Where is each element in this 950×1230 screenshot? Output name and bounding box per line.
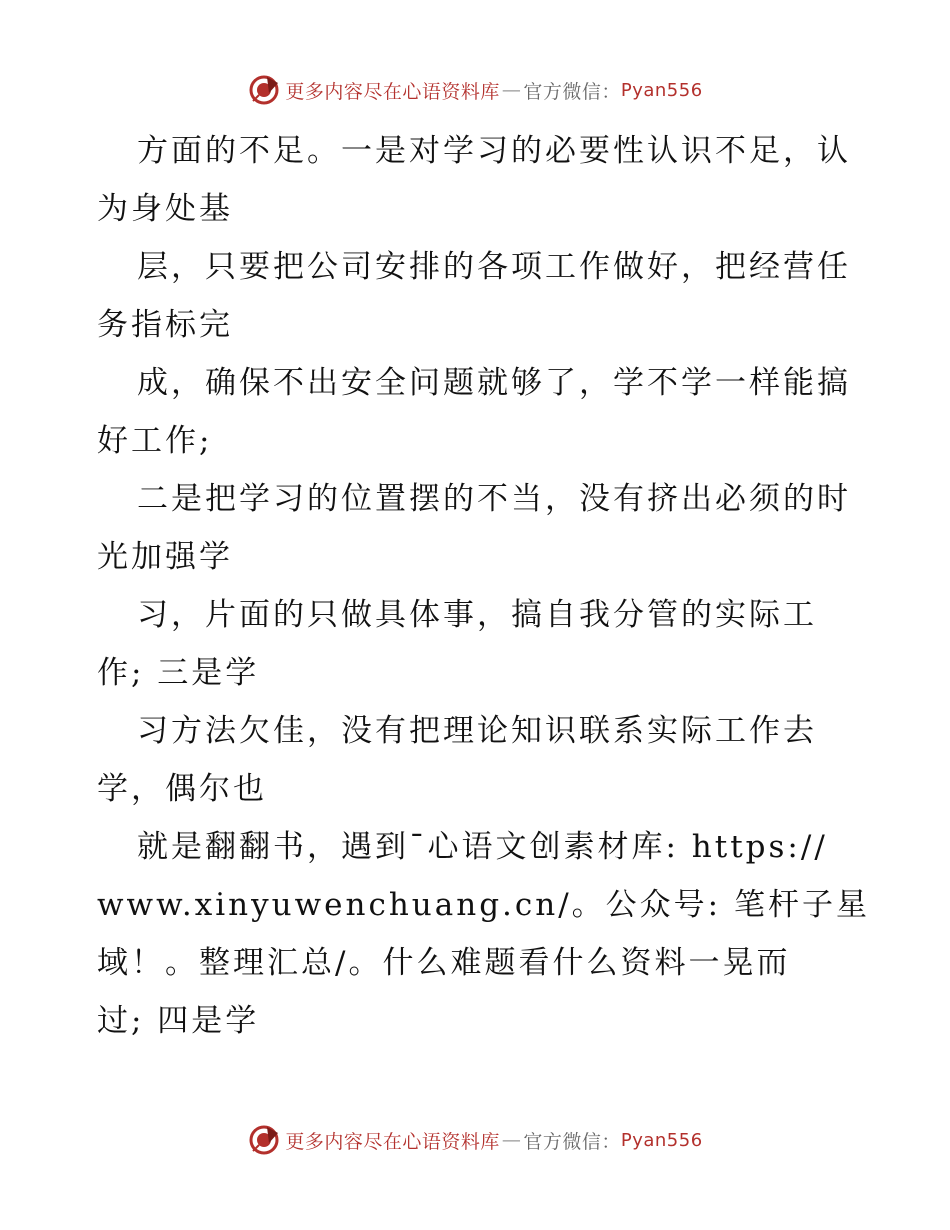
text-line: 层，只要把公司安排的各项工作做好，把经营任 [137,249,851,285]
text-line: 二是把学习的位置摆的不当，没有挤出必须的时 [137,481,851,517]
text-line: 学，偶尔也 [97,771,267,807]
text-line: 光加强学 [97,539,233,575]
text-line: 就是翻翻书，遇到¯心语文创素材库: https:// [137,829,828,865]
watermark-dash: — [501,79,522,101]
text-line: 作; 三是学 [97,655,260,691]
header-watermark [0,70,950,110]
watermark-wechat-id: Pyan556 [620,1129,703,1151]
footer-watermark [0,1120,950,1160]
watermark-wechat-label: 官方微信： [523,1130,621,1153]
pen-logo-icon [247,73,281,107]
text-line: 为身处基 [97,191,233,227]
text-line: 成，确保不出安全问题就够了，学不学一样能搞 [137,365,851,401]
document-body [97,122,870,1050]
text-line: 过; 四是学 [97,1003,260,1039]
watermark-brand: 更多内容尽在心语资料库 [285,1130,500,1153]
text-line: 习，片面的只做具体事，搞自我分管的实际工 [137,597,817,633]
text-line: 习方法欠佳，没有把理论知识联系实际工作去 [137,713,817,749]
text-line: 域！。整理汇总/。什么难题看什么资料一晃而 [97,945,791,981]
watermark-dash: — [501,1129,522,1151]
watermark-brand: 更多内容尽在心语资料库 [285,80,500,103]
text-line: www.xinyuwenchuang.cn/。公众号: 笔杆子星 [97,887,870,923]
pen-logo-icon [247,1123,281,1157]
watermark-wechat-id: Pyan556 [620,79,703,101]
text-line: 方面的不足。一是对学习的必要性认识不足，认 [137,133,851,169]
text-line: 务指标完 [97,307,233,343]
text-line: 好工作; [97,423,213,459]
watermark-wechat-label: 官方微信： [523,80,621,103]
